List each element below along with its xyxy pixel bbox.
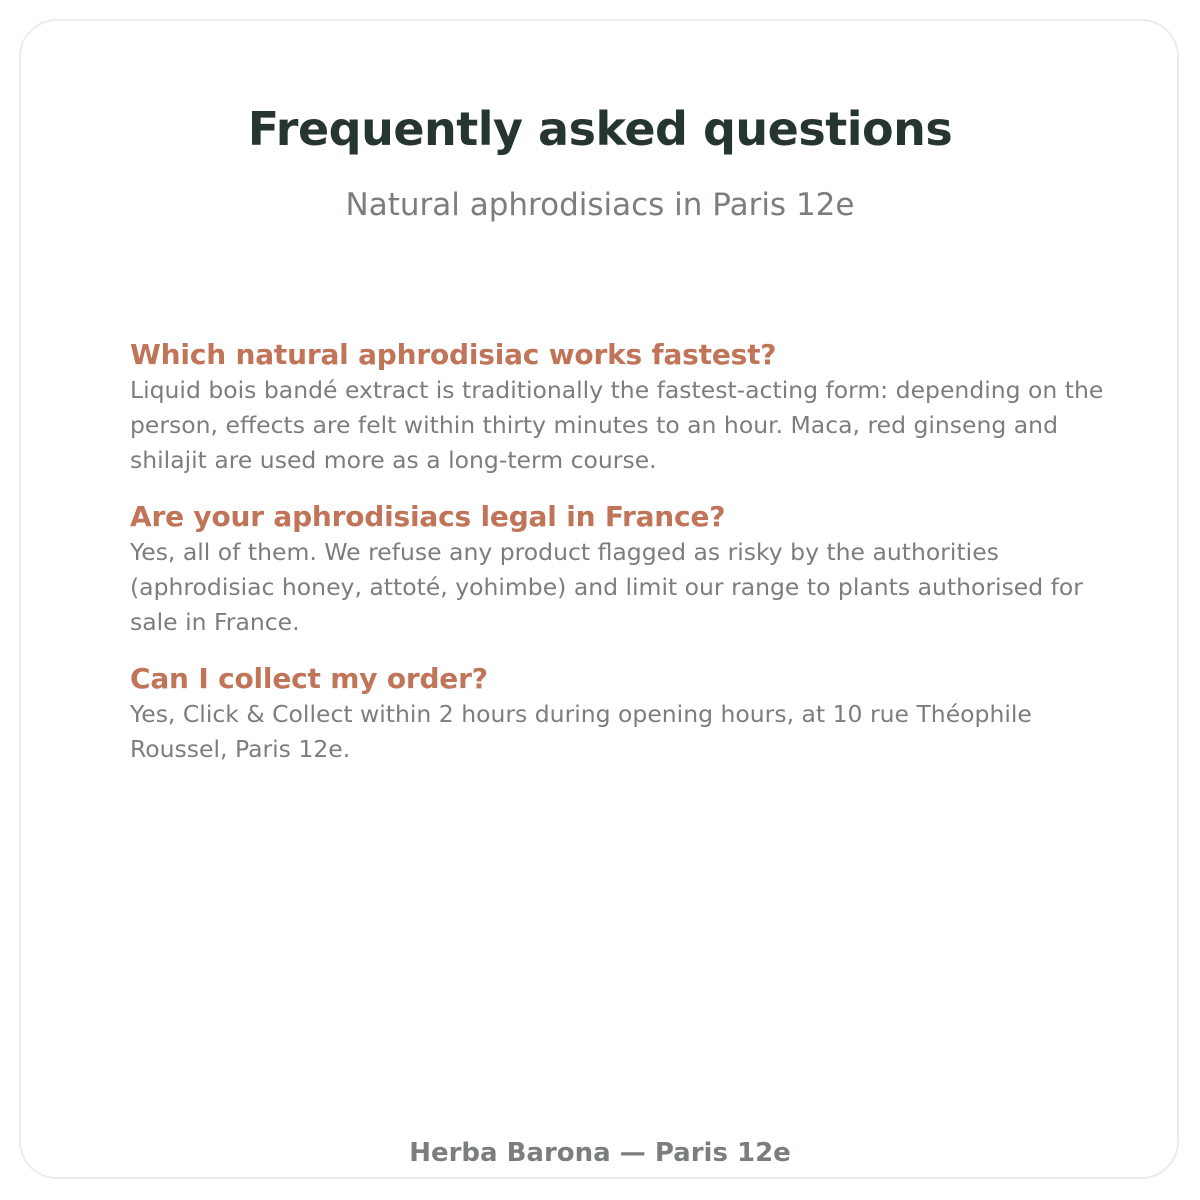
page-title: Frequently asked questions xyxy=(247,102,953,156)
page-subtitle: Natural aphrodisiacs in Paris 12e xyxy=(345,187,855,223)
faq-answer: Liquid bois bandé extract is traditionally the fastest-acting form: depending on the person, effects are felt within thirty minutes to an hour. Maca, red ginseng and shilajit are used more as a long-term course. xyxy=(130,376,1104,474)
faq-answer: Yes, Click & Collect within 2 hours during opening hours, at 10 rue Théophile Roussel, Paris 12e. xyxy=(130,700,1032,763)
faq-answer: Yes, all of them. We refuse any product flagged as risky by the authorities (aphrodisiac honey, attoté, yohimbe) and limit our range to plants authorised for sale in France. xyxy=(130,538,1083,636)
faq-question: Which natural aphrodisiac works fastest? xyxy=(130,338,777,371)
faq-item xyxy=(130,499,1110,640)
faq-item xyxy=(130,661,1110,767)
faq-question: Are your aphrodisiacs legal in France? xyxy=(130,500,726,533)
faq-item xyxy=(130,337,1110,478)
faq-question: Can I collect my order? xyxy=(130,662,488,695)
faq-list xyxy=(130,337,1110,788)
footer-brand: Herba Barona — Paris 12e xyxy=(409,1138,791,1168)
